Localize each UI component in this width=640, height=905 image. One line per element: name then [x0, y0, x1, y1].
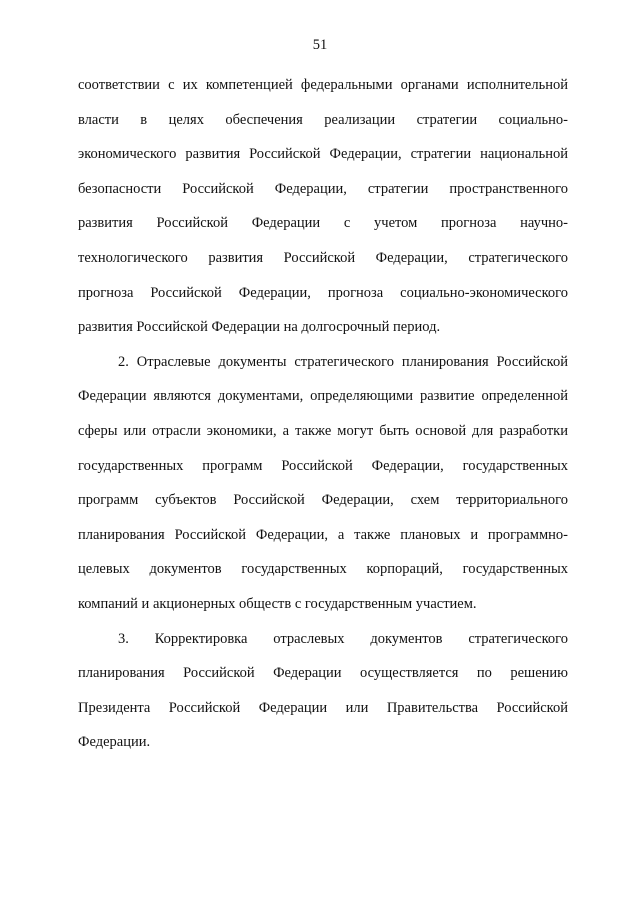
text-line: Федерации.	[78, 734, 151, 751]
text-line: безопасности Российской Федерации, стратегии пространственного	[78, 180, 568, 197]
text-line: 2. Отраслевые документы стратегического планирования Российской	[118, 353, 568, 370]
text-line: 3. Корректировка отраслевых документов стратегического	[118, 630, 568, 647]
text-line: планирования Российской Федерации, а также плановых и программно-	[78, 526, 568, 543]
paragraph-2	[78, 345, 568, 622]
text-line: компаний и акционерных обществ с государственным участием.	[78, 595, 477, 612]
text-line: Президента Российской Федерации или Правительства Российской	[78, 699, 568, 716]
text-line: программ субъектов Российской Федерации, схем территориального	[78, 492, 568, 509]
text-line: планирования Российской Федерации осуществляется по решению	[78, 665, 568, 682]
text-line: прогноза Российской Федерации, прогноза социально-экономического	[78, 284, 568, 301]
paragraph-1	[78, 68, 568, 345]
text-line: Федерации являются документами, определяющими развитие определенной	[78, 388, 568, 405]
text-line: соответствии с их компетенцией федеральными органами исполнительной	[78, 77, 568, 93]
text-line: целевых документов государственных корпораций, государственных	[78, 561, 568, 578]
page-number: 51	[312, 37, 328, 53]
text-line: власти в целях обеспечения реализации стратегии социально-	[78, 111, 568, 128]
text-line: государственных программ Российской Федерации, государственных	[78, 457, 568, 474]
text-line: развития Российской Федерации на долгосрочный период.	[78, 319, 441, 336]
text-line: развития Российской Федерации с учетом прогноза научно-	[78, 215, 568, 232]
document-body	[78, 68, 568, 760]
paragraph-3	[78, 622, 568, 760]
text-line: технологического развития Российской Федерации, стратегического	[78, 249, 568, 266]
text-line: экономического развития Российской Федерации, стратегии национальной	[78, 146, 568, 163]
text-line: сферы или отрасли экономики, а также могут быть основой для разработки	[78, 422, 568, 439]
